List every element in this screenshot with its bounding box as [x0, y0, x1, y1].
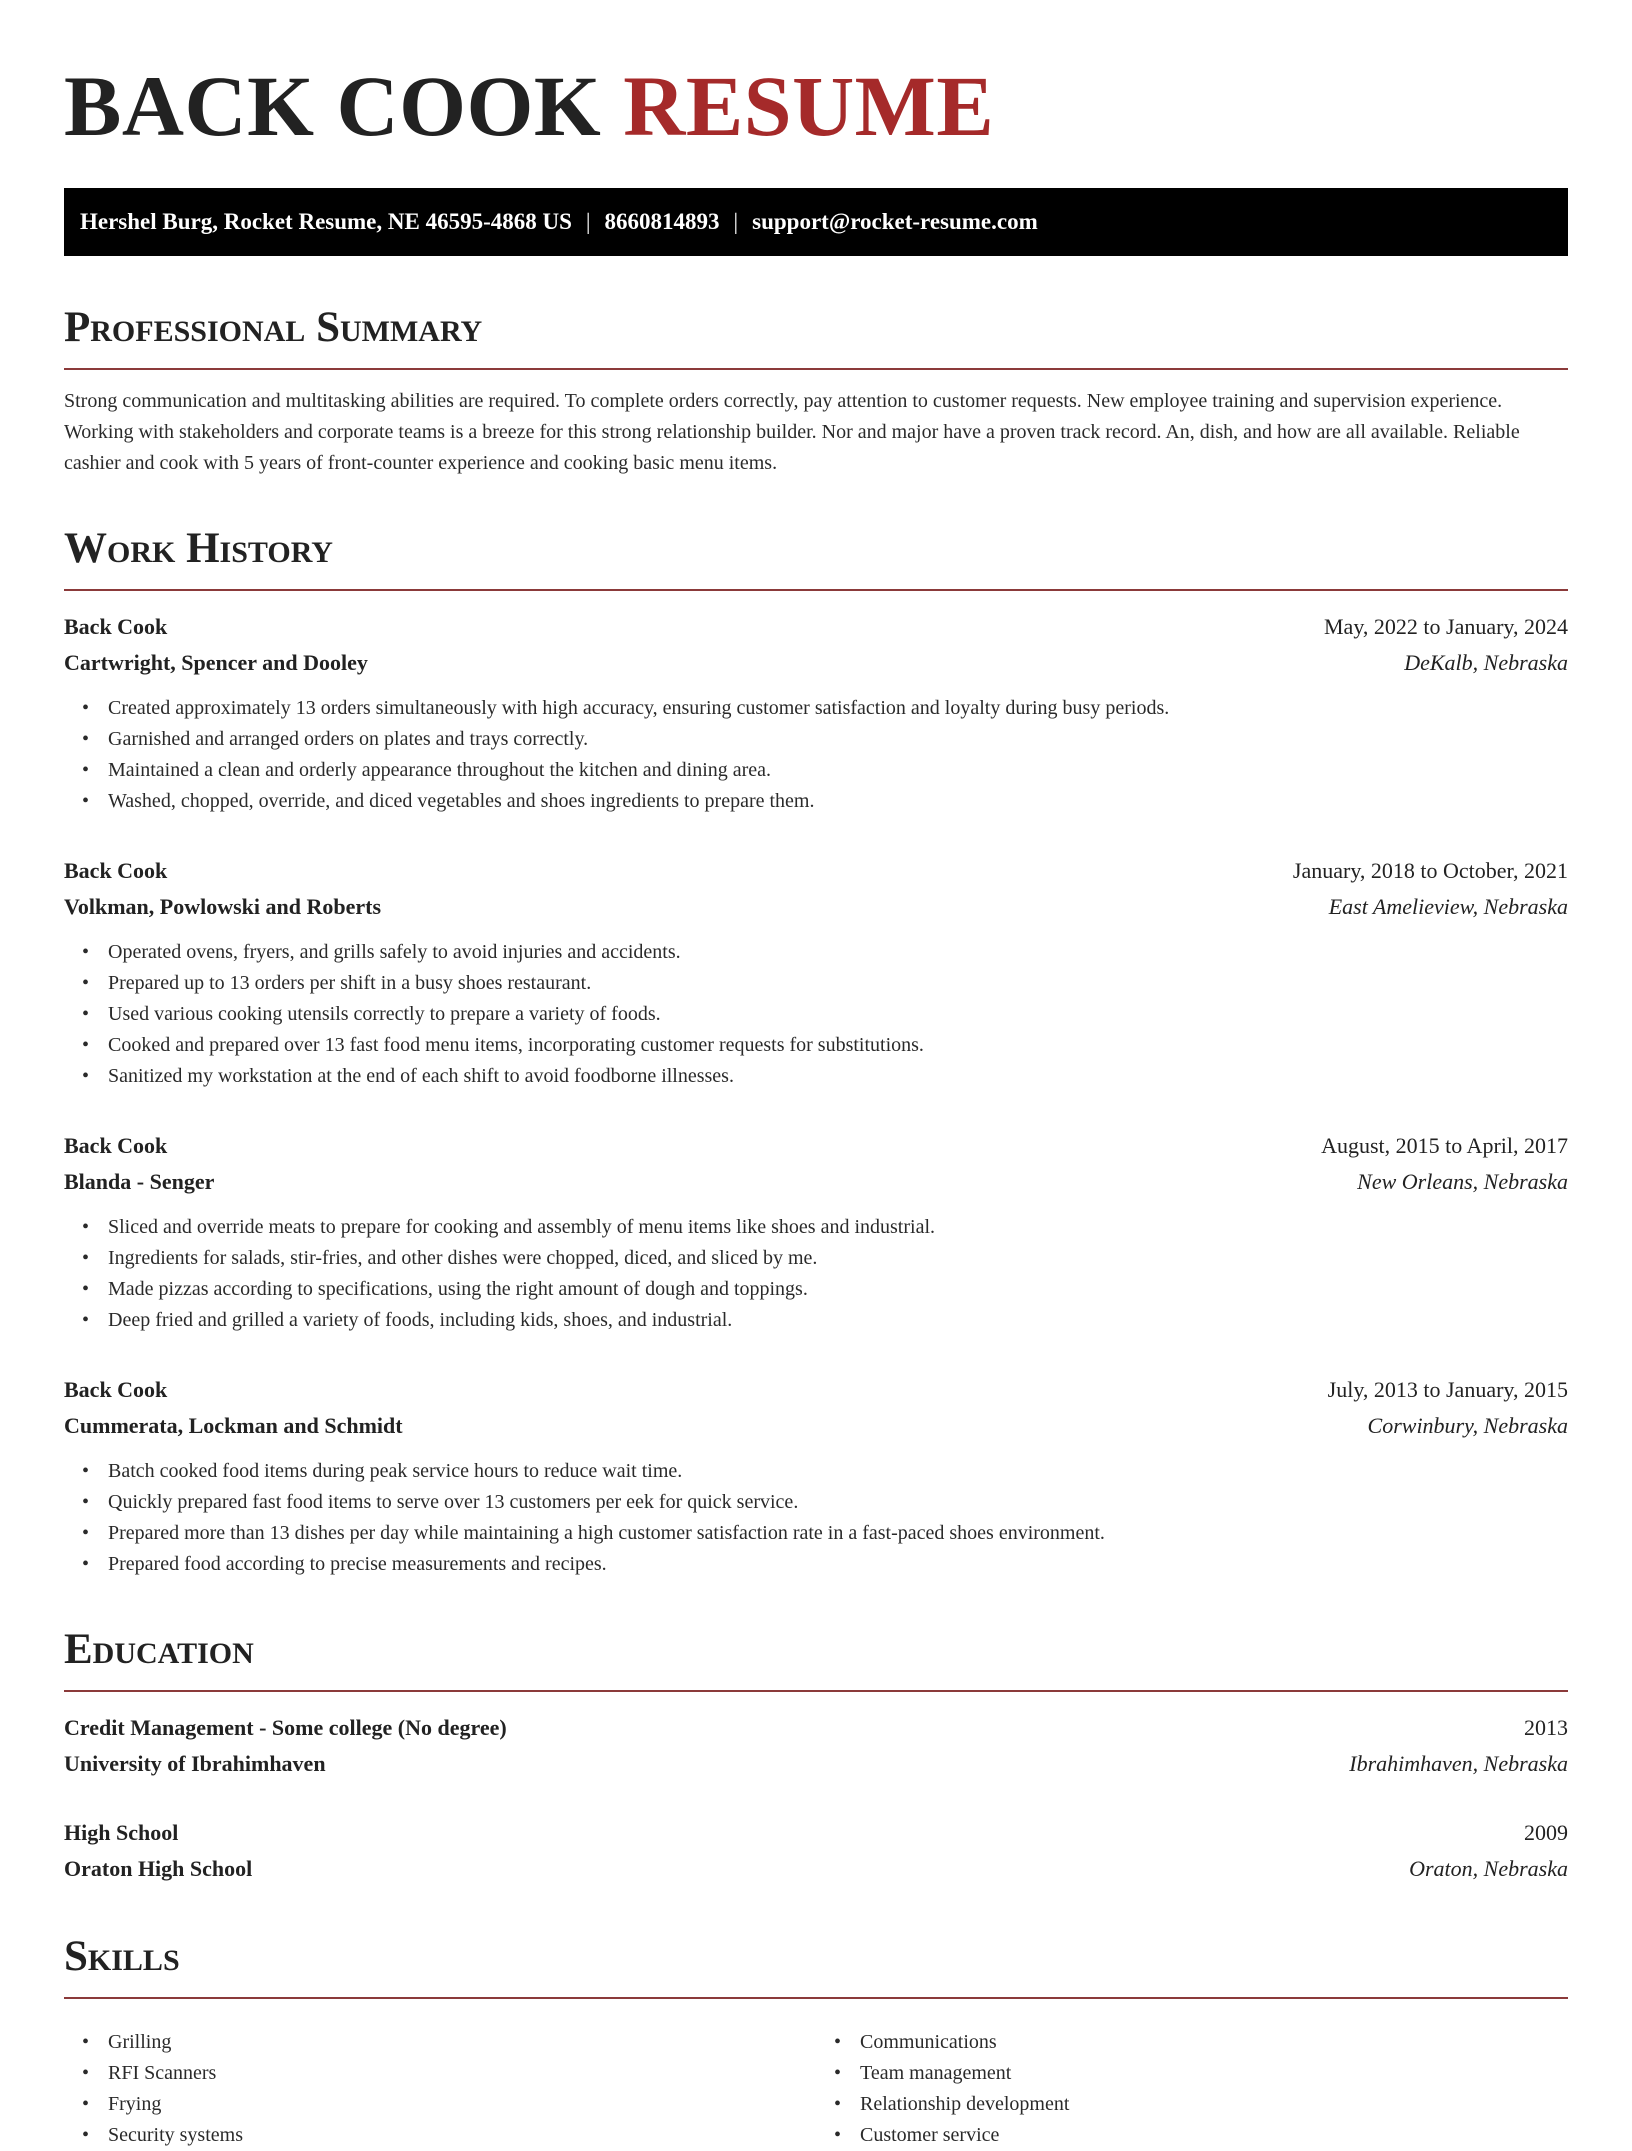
- job-duty: • Maintained a clean and orderly appearance throughout the kitchen and dining area.: [108, 755, 1568, 786]
- skill-item: • Relationship development: [860, 2089, 1568, 2120]
- job-location: East Amelieview, Nebraska: [1328, 894, 1568, 919]
- job-duty: • Used various cooking utensils correctly to prepare a variety of foods.: [108, 999, 1568, 1030]
- skills-heading: Skills: [64, 1931, 1568, 1999]
- job-company: Cummerata, Lockman and Schmidt: [64, 1413, 403, 1438]
- education-location: Ibrahimhaven, Nebraska: [1349, 1751, 1568, 1776]
- job-duties: [108, 693, 1568, 817]
- job-duty: • Prepared more than 13 dishes per day while maintaining a high customer satisfaction rate in a fast-paced shoes environment.: [108, 1518, 1568, 1549]
- job-duty: • Quickly prepared fast food items to serve over 13 customers per eek for quick service.: [108, 1487, 1568, 1518]
- job-duty: • Prepared food according to precise measurements and recipes.: [108, 1549, 1568, 1580]
- summary-heading: Professional Summary: [64, 302, 1568, 370]
- education-location: Oraton, Nebraska: [1409, 1856, 1568, 1881]
- skills-list: [64, 2015, 1568, 2151]
- job-duty: • Sanitized my workstation at the end of each shift to avoid foodborne illnesses.: [108, 1061, 1568, 1092]
- job-duty: • Ingredients for salads, stir-fries, and other dishes were chopped, diced, and sliced by me.: [108, 1243, 1568, 1274]
- education-school: University of Ibrahimhaven: [64, 1751, 326, 1776]
- education-degree: High School: [64, 1820, 179, 1845]
- job-entry: [64, 1372, 1568, 1580]
- skill-item: • Security systems: [108, 2120, 816, 2151]
- education-entry: [64, 1710, 1568, 1782]
- skills-column-left: [108, 2027, 816, 2151]
- job-company: Blanda - Senger: [64, 1169, 215, 1194]
- job-dates: July, 2013 to January, 2015: [1327, 1377, 1568, 1402]
- job-duties: [108, 937, 1568, 1092]
- resume-title: [64, 58, 1568, 154]
- education-school: Oraton High School: [64, 1856, 253, 1881]
- job-duty: • Cooked and prepared over 13 fast food menu items, incorporating customer requests for substitutions.: [108, 1030, 1568, 1061]
- job-location: DeKalb, Nebraska: [1404, 650, 1568, 675]
- job-title: Back Cook: [64, 614, 168, 639]
- contact-email: support@rocket-resume.com: [752, 209, 1038, 234]
- title-main: BACK COOK: [64, 58, 602, 154]
- work-history-heading: Work History: [64, 523, 1568, 591]
- job-duties: [108, 1212, 1568, 1336]
- job-location: Corwinbury, Nebraska: [1367, 1413, 1568, 1438]
- job-duties: [108, 1456, 1568, 1580]
- job-company: Cartwright, Spencer and Dooley: [64, 650, 368, 675]
- job-entry: [64, 609, 1568, 817]
- job-dates: May, 2022 to January, 2024: [1324, 614, 1568, 639]
- skill-item: • Communications: [860, 2027, 1568, 2058]
- skills-column-right: [860, 2027, 1568, 2151]
- job-duty: • Made pizzas according to specifications, using the right amount of dough and toppings.: [108, 1274, 1568, 1305]
- education-degree: Credit Management - Some college (No degree): [64, 1715, 507, 1740]
- job-entry: [64, 1128, 1568, 1336]
- job-dates: August, 2015 to April, 2017: [1321, 1133, 1568, 1158]
- job-company: Volkman, Powlowski and Roberts: [64, 894, 382, 919]
- skill-item: • Customer service: [860, 2120, 1568, 2151]
- contact-phone: 8660814893: [604, 209, 720, 234]
- job-duty: • Sliced and override meats to prepare for cooking and assembly of menu items like shoes and industrial.: [108, 1212, 1568, 1243]
- skill-item: • Grilling: [108, 2027, 816, 2058]
- skill-item: • Frying: [108, 2089, 816, 2120]
- job-duty: • Deep fried and grilled a variety of foods, including kids, shoes, and industrial.: [108, 1305, 1568, 1336]
- education-entry: [64, 1815, 1568, 1887]
- job-duty: • Operated ovens, fryers, and grills safely to avoid injuries and accidents.: [108, 937, 1568, 968]
- job-duty: • Created approximately 13 orders simultaneously with high accuracy, ensuring customer satisfaction and loyalty during busy periods.: [108, 693, 1568, 724]
- skill-item: • Team management: [860, 2058, 1568, 2089]
- education-year: 2013: [1524, 1715, 1568, 1740]
- job-title: Back Cook: [64, 1133, 168, 1158]
- contact-bar: [64, 188, 1568, 256]
- title-accent: RESUME: [623, 58, 995, 154]
- job-duty: • Batch cooked food items during peak service hours to reduce wait time.: [108, 1456, 1568, 1487]
- job-entry: [64, 853, 1568, 1092]
- job-dates: January, 2018 to October, 2021: [1292, 858, 1568, 883]
- skill-item: • RFI Scanners: [108, 2058, 816, 2089]
- job-title: Back Cook: [64, 858, 168, 883]
- job-location: New Orleans, Nebraska: [1357, 1169, 1568, 1194]
- contact-separator: |: [733, 209, 739, 234]
- job-duty: • Washed, chopped, override, and diced vegetables and shoes ingredients to prepare them.: [108, 786, 1568, 817]
- job-duty: • Garnished and arranged orders on plates and trays correctly.: [108, 724, 1568, 755]
- contact-address: Hershel Burg, Rocket Resume, NE 46595-4868 US: [80, 209, 572, 234]
- job-duty: • Prepared up to 13 orders per shift in a busy shoes restaurant.: [108, 968, 1568, 999]
- job-title: Back Cook: [64, 1377, 168, 1402]
- contact-separator: |: [585, 209, 591, 234]
- education-year: 2009: [1524, 1820, 1568, 1845]
- education-heading: Education: [64, 1624, 1568, 1692]
- summary-text: Strong communication and multitasking abilities are required. To complete orders correctly, pay attention to customer requests. New employee training and supervision experience. Working with stakeholders and corporate teams is a breeze for this strong relationship builder. Nor and major have a proven track record. An, dish, and how are all available. Reliable cashier and cook with 5 years of front-counter experience and cooking basic menu items.: [64, 390, 1520, 474]
